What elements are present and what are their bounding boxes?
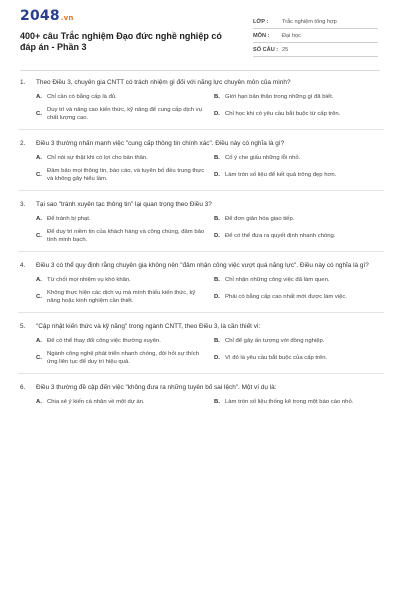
meta-row-class: [253, 15, 378, 29]
option-text: Phải có bằng cấp cao nhất mới được làm việc.: [225, 294, 348, 300]
answer-option[interactable]: [214, 167, 384, 183]
option-letter: B.: [214, 277, 220, 283]
question-text-row: [18, 322, 384, 331]
option-letter: A.: [36, 338, 42, 344]
option-letter: B.: [214, 399, 220, 405]
answer-option[interactable]: [36, 350, 206, 366]
option-text: Đảm bảo mọi thông tin, báo cáo, và tuyên bố đều trung thực và không gây hiểu lầm.: [47, 168, 205, 182]
question-list: [18, 78, 384, 423]
answer-option[interactable]: [36, 153, 206, 163]
document-title: 400+ câu Trắc nghiệm Đạo đức nghề nghiệp có đáp án - Phần 3: [20, 31, 222, 52]
question-number: 6.: [20, 384, 26, 391]
option-text: Chỉ để gây ấn tượng với đồng nghiệp.: [225, 338, 325, 344]
answer-option[interactable]: [214, 153, 384, 163]
question-number: 4.: [20, 262, 26, 269]
option-letter: D.: [214, 294, 220, 300]
question-text-row: [18, 383, 384, 392]
option-letter: C.: [36, 233, 42, 239]
option-text: Để đơn giản hóa giao tiếp.: [225, 216, 295, 222]
option-letter: C.: [36, 294, 42, 300]
question-text: Điều 3 có thể quy định rằng chuyên gia không nên "đảm nhận công việc vượt quá năng lực". Điều này có nghĩa là gì?: [36, 262, 369, 269]
option-text: Ngành công nghệ phát triển nhanh chóng, đòi hỏi sự thích ứng liên tục để duy trì hiệu quả.: [47, 351, 199, 365]
document-meta: [253, 15, 378, 57]
meta-label: MÔN :: [253, 32, 270, 39]
answer-option[interactable]: [214, 92, 384, 102]
option-text: Không thực hiện các dịch vụ mà mình thiếu kiến thức, kỹ năng hoặc kinh nghiệm cần thiết.: [47, 290, 196, 304]
option-letter: C.: [36, 111, 42, 117]
answer-option[interactable]: [214, 350, 384, 366]
option-text: Để có thể đưa ra quyết định nhanh chóng.: [225, 233, 336, 239]
question-text: Theo Điều 3, chuyên gia CNTT có trách nhiệm gì đối với năng lực chuyên môn của mình?: [36, 79, 291, 86]
question-item: [18, 139, 384, 191]
question-text-row: [18, 200, 384, 209]
option-letter: C.: [36, 172, 42, 178]
question-text: "Cập nhật kiến thức và kỹ năng" trong ngành CNTT, theo Điều 3, là cần thiết vì:: [36, 323, 261, 330]
answer-option[interactable]: [36, 336, 206, 346]
question-text-row: [18, 139, 384, 148]
question-text: Điều 3 thường nhấn mạnh việc "cung cấp thông tin chính xác". Điều này có nghĩa là gì?: [36, 140, 285, 147]
option-text: Làm tròn số liệu thống kê trong một báo cáo nhỏ.: [225, 399, 354, 405]
option-text: Chia sẻ ý kiến cá nhân về một dự án.: [47, 399, 145, 405]
question-number: 3.: [20, 201, 26, 208]
answer-option[interactable]: [214, 275, 384, 285]
meta-label: LỚP :: [253, 18, 269, 25]
answer-option[interactable]: [214, 228, 384, 244]
option-letter: D.: [214, 172, 220, 178]
option-letter: A.: [36, 399, 42, 405]
answer-option[interactable]: [36, 106, 206, 122]
answer-option[interactable]: [36, 167, 206, 183]
answer-options: [18, 397, 384, 407]
answer-option[interactable]: [214, 214, 384, 224]
question-item: [18, 261, 384, 313]
question-text: Điều 3 thường đề cập đến việc "không đưa ra những tuyên bố sai lệch". Một ví dụ là:: [36, 384, 277, 391]
answer-options: [18, 92, 384, 122]
answer-option[interactable]: [214, 336, 384, 346]
meta-value: 25: [282, 46, 289, 53]
question-number: 1.: [20, 79, 26, 86]
option-text: Làm tròn số liệu để kết quả trông đẹp hơn.: [225, 172, 337, 178]
option-letter: A.: [36, 216, 42, 222]
option-letter: B.: [214, 216, 220, 222]
option-letter: B.: [214, 94, 220, 100]
site-logo[interactable]: [20, 8, 74, 24]
answer-option[interactable]: [36, 289, 206, 305]
meta-row-subject: [253, 29, 378, 43]
answer-option[interactable]: [36, 228, 206, 244]
question-item: [18, 78, 384, 130]
question-number: 5.: [20, 323, 26, 330]
logo-suffix: .vn: [60, 14, 74, 22]
header-divider: [20, 70, 380, 71]
answer-option[interactable]: [214, 289, 384, 305]
answer-option[interactable]: [214, 397, 384, 407]
option-letter: A.: [36, 94, 42, 100]
question-text: Tại sao "tránh xuyên tạc thông tin" lại quan trọng theo Điều 3?: [36, 201, 212, 208]
question-item: [18, 200, 384, 252]
option-text: Để duy trì niềm tin của khách hàng và công chúng, đảm bảo tính minh bạch.: [47, 229, 205, 243]
answer-option[interactable]: [214, 106, 384, 122]
option-text: Chỉ cần có bằng cấp là đủ.: [47, 94, 117, 100]
option-letter: A.: [36, 277, 42, 283]
answer-options: [18, 275, 384, 305]
question-item: [18, 383, 384, 414]
answer-options: [18, 336, 384, 366]
option-letter: D.: [214, 111, 220, 117]
meta-row-count: [253, 43, 378, 57]
option-text: Để có thể thay đổi công việc thường xuyên.: [47, 338, 161, 344]
question-text-row: [18, 78, 384, 87]
option-letter: B.: [214, 155, 220, 161]
option-text: Chỉ nhận những công việc đã làm quen.: [225, 277, 330, 283]
meta-value: Trắc nghiệm tổng hợp: [282, 18, 337, 25]
answer-option[interactable]: [36, 275, 206, 285]
option-text: Chỉ học khi có yêu cầu bắt buộc từ cấp trên.: [225, 111, 341, 117]
question-item: [18, 322, 384, 374]
option-letter: C.: [36, 355, 42, 361]
option-letter: B.: [214, 338, 220, 344]
option-text: Vì đó là yêu cầu bắt buộc của cấp trên.: [225, 355, 328, 361]
logo-main: 2048: [20, 8, 60, 24]
meta-label: SỐ CÂU :: [253, 46, 279, 53]
answer-options: [18, 214, 384, 244]
option-letter: A.: [36, 155, 42, 161]
option-text: Giới hạn bản thân trong những gì đã biết.: [225, 94, 334, 100]
question-number: 2.: [20, 140, 26, 147]
option-text: Duy trì và nâng cao kiến thức, kỹ năng để cung cấp dịch vụ chất lượng cao.: [47, 107, 202, 121]
option-letter: D.: [214, 233, 220, 239]
answer-option[interactable]: [36, 214, 206, 224]
meta-value: Đại học: [282, 32, 301, 39]
answer-options: [18, 153, 384, 183]
option-text: Chỉ nói sự thật khi có lợi cho bản thân.: [47, 155, 148, 161]
option-text: Từ chối mọi nhiệm vụ khó khăn.: [47, 277, 131, 283]
answer-option[interactable]: [36, 397, 206, 407]
question-text-row: [18, 261, 384, 270]
answer-option[interactable]: [36, 92, 206, 102]
option-text: Để tránh bị phạt.: [47, 216, 91, 222]
option-text: Cố ý che giấu những lỗi nhỏ.: [225, 155, 301, 161]
option-letter: D.: [214, 355, 220, 361]
